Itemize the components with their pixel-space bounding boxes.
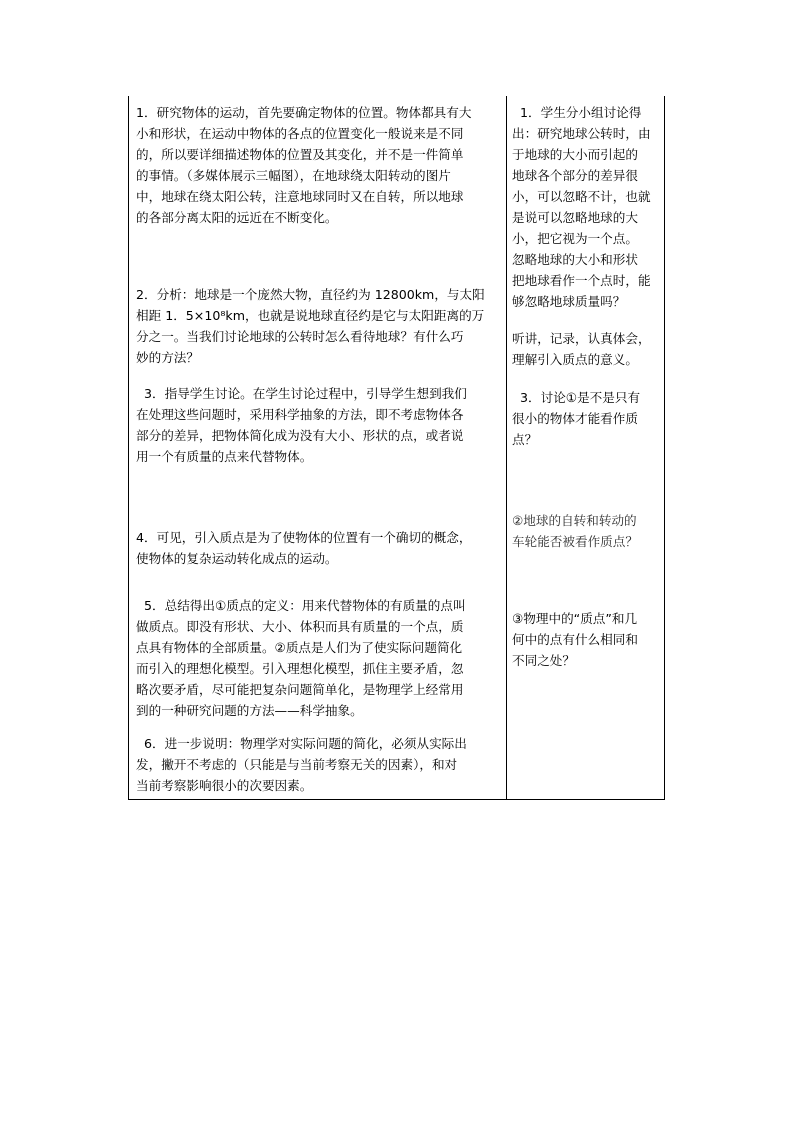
column-divider <box>506 96 507 799</box>
lesson-table <box>128 96 665 800</box>
teacher-step-4: 4．可见，引入质点是为了使物体的位置有一个确切的概念， 使物体的复杂运动转化成点的运动。 <box>136 530 472 566</box>
teacher-step-5: 5．总结得出①质点的定义：用来代替物体的有质量的点叫 做质点。即没有形状、大小、体积而具有质量的一个点，质 点具有物体的全部质量。②质点是人们为了使实际问题简化 而引入的理想化模型。引入理想化模型，抓住主要矛盾，忽 略次要矛盾，尽可能把复杂问题简单化，是物理学上经常用 到的一种研究问题的方法——科学抽象。 <box>136 598 466 718</box>
student-activity-3: 3．讨论①是不是只有 很小的物体才能看作质 点？ <box>512 390 641 447</box>
student-activity-1: 1．学生分小组讨论得 出：研究地球公转时，由 于地球的大小而引起的 地球各个部分的差异很 小，可以忽略不计，也就 是说可以忽略地球的大 小，把它视为一个点。 忽略地球的大小和形状 把地球看作一个点时，能 够忽略地球质量吗？ <box>512 105 651 309</box>
teacher-step-2: 2．分析：地球是一个庞然大物，直径约为 12800km，与太阳 相距 1．5×10⁸km，也就是说地球直径约是它与太阳距离的万 分之一。当我们讨论地球的公转时怎么看待地球？有什么巧 妙的方法？ <box>136 287 485 365</box>
teacher-step-3: 3．指导学生讨论。在学生讨论过程中，引导学生想到我们 在处理这些问题时，采用科学抽象的方法，即不考虑物体各 部分的差异，把物体简化成为没有大小、形状的点，或者说 用一个有质量的点来代替物体。 <box>136 386 467 464</box>
student-question-2: ②地球的自转和转动的 车轮能否被看作质点？ <box>512 513 638 549</box>
student-question-3: ③物理中的“质点”和几 何中的点有什么相同和 不同之处？ <box>512 611 638 668</box>
student-activity-listen: 听讲，记录，认真体会， 理解引入质点的意义。 <box>512 331 651 367</box>
teacher-step-6: 6．进一步说明：物理学对实际问题的简化，必须从实际出 发，撇开不考虑的（只能是与当前考察无关的因素），和对 当前考察影响很小的次要因素。 <box>136 736 467 793</box>
teacher-step-1: 1．研究物体的运动，首先要确定物体的位置。物体都具有大 小和形状，在运动中物体的各点的位置变化一般说来是不同 的，所以要详细描述物体的位置及其变化，并不是一件简单 的事情。（多媒体展示三幅图），在地球绕太阳转动的图片 中，地球在绕太阳公转，注意地球同时又在自转，所以地球 的各部分离太阳的远近在不断变化。 <box>136 105 472 225</box>
